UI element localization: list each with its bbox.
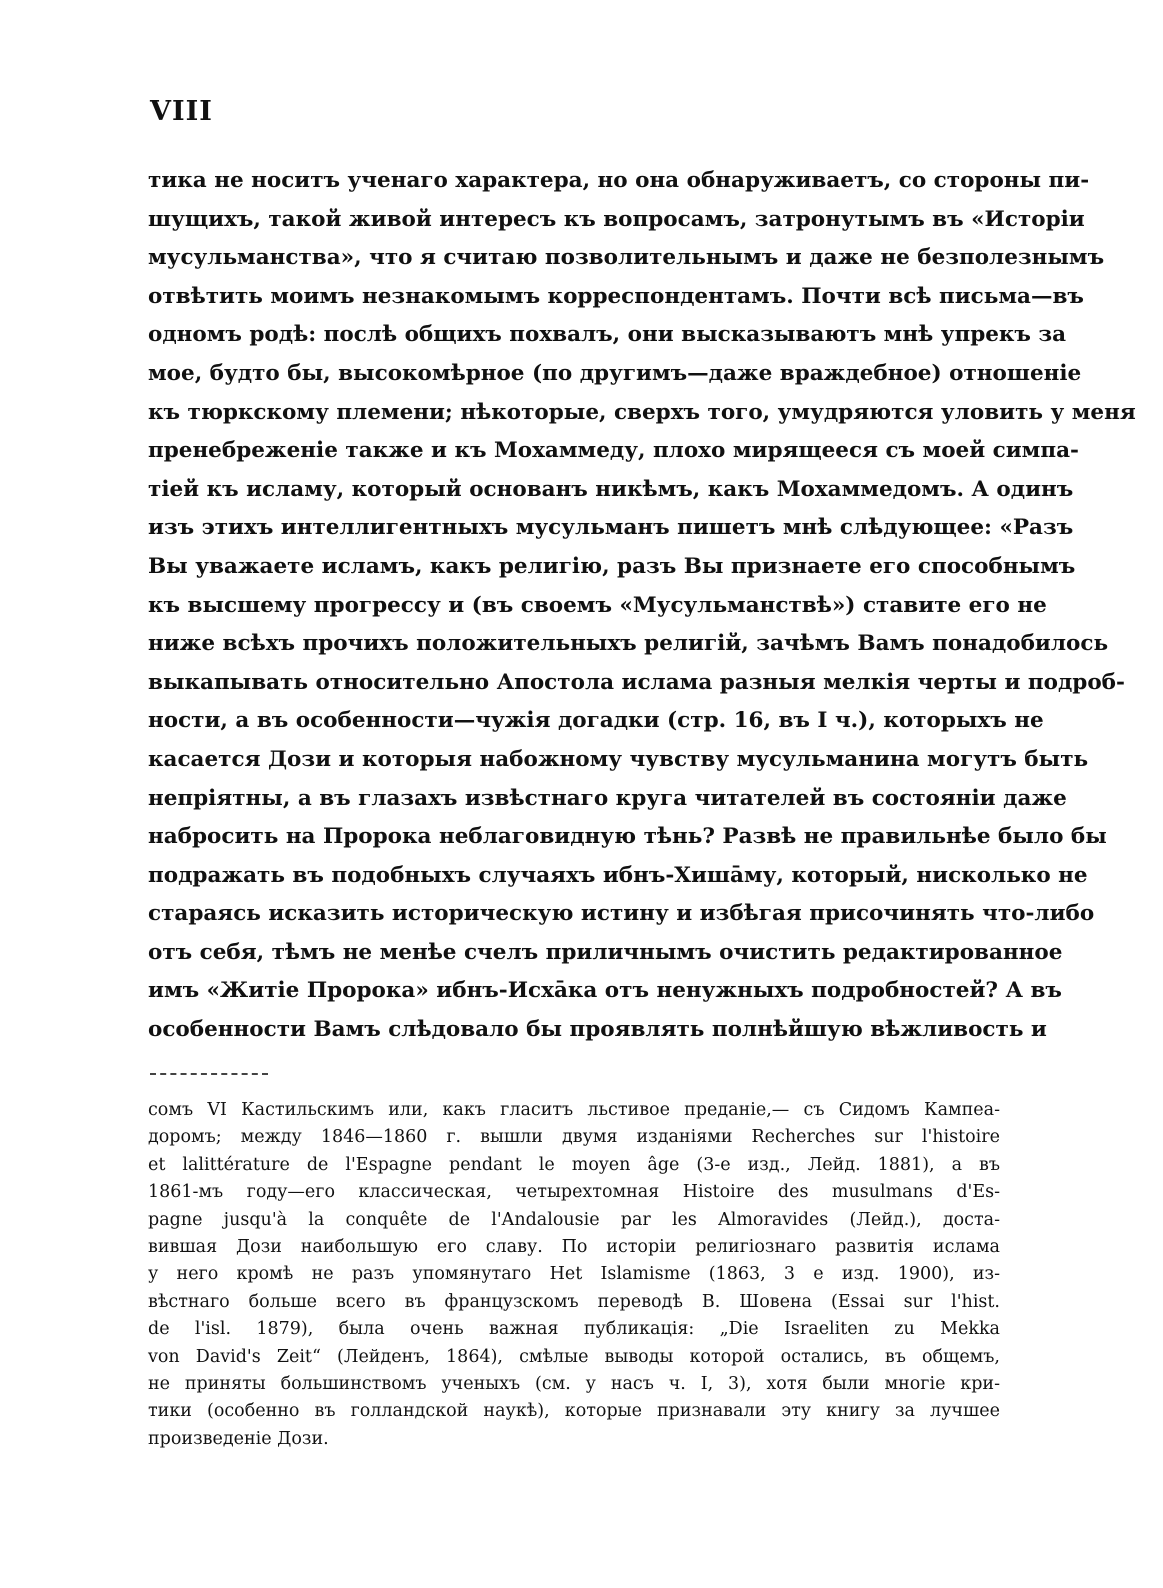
footnote-line: de l'isl. 1879), была очень важная публикація: „Die Israeliten zu Mekka: [148, 1319, 1000, 1340]
main-text-line: къ высшему прогрессу и (въ своемъ «Мусульманствѣ») ставите его не: [148, 592, 1047, 618]
main-text-line: выкапывать относительно Апостола ислама разныя мелкія черты и подроб-: [148, 669, 1125, 695]
footnote-line: 1861-мъ году—его классическая, четырехтомная Histoire des musulmans d'Es-: [148, 1182, 1000, 1203]
main-text-line: отъ себя, тѣмъ не менѣе счелъ приличнымъ очистить редактированное: [148, 939, 1063, 965]
main-text-line: пренебреженіе также и къ Мохаммеду, плохо мирящееся съ моей симпа-: [148, 438, 1079, 464]
main-text-line: ности, а въ особенности—чужія догадки (стр. 16, въ I ч.), которыхъ не: [148, 708, 1044, 734]
main-text-line: тика не носитъ ученаго характера, но она обнаруживаетъ, со стороны пи-: [148, 168, 1090, 193]
footnote-line: von David's Zeit“ (Лейденъ, 1864), смѣлые выводы которой остались, въ общемъ,: [148, 1346, 1000, 1367]
main-text-line: имъ «Житіе Пророка» ибнъ-Исхāка отъ ненужныхъ подробностей? А въ: [148, 978, 1062, 1004]
main-text-line: Вы уважаете исламъ, какъ религію, разъ Вы признаете его способнымъ: [148, 553, 1076, 579]
main-text-line: стараясь исказить историческую истину и избѣгая присочинять что-либо: [148, 901, 1095, 927]
footnote-line: вившая Дози наибольшую его славу. По исторіи религіознаго развитія ислама: [148, 1236, 1000, 1257]
main-text-line: тіей къ исламу, который основанъ никѣмъ, какъ Мохаммедомъ. А одинъ: [148, 476, 1074, 502]
main-text-line: ниже всѣхъ прочихъ положительныхъ религій, зачѣмъ Вамъ понадобилось: [148, 631, 1109, 657]
main-text-line: мое, будто бы, высокомѣрное (по другимъ—даже враждебное) отношеніе: [148, 360, 1082, 386]
footnote-line: не приняты большинствомъ ученыхъ (см. у насъ ч. I, 3), хотя были многіе кри-: [148, 1373, 1000, 1394]
footnote-line: произведеніе Дози.: [148, 1428, 329, 1449]
main-text-line: особенности Вамъ слѣдовало бы проявлять полнѣйшую вѣжливость и: [148, 1017, 1047, 1043]
footnote-line: у него кромѣ не разъ упомянутаго Het Islamisme (1863, 3 е изд. 1900), из-: [148, 1264, 1000, 1285]
footnote-line: сомъ VI Кастильскимъ или, какъ гласитъ льстивое преданіе,— съ Сидомъ Кампеа-: [148, 1100, 1000, 1120]
footnote-separator: [150, 1073, 268, 1075]
main-text-line: подражать въ подобныхъ случаяхъ ибнъ-Хишāму, который, нисколько не: [148, 862, 1088, 888]
footnote-line: доромъ; между 1846—1860 г. вышли двумя изданіями Recherches sur l'histoire: [148, 1127, 1000, 1148]
footnote-line: pagne jusqu'à la conquête de l'Andalousie par les Almoravides (Лейд.), доста-: [148, 1209, 1000, 1230]
page-number: VIII: [150, 96, 213, 127]
footnote-line: et lalittérature de l'Espagne pendant le moyen âge (3-е изд., Лейд. 1881), а въ: [148, 1154, 1000, 1175]
main-text-line: отвѣтить моимъ незнакомымъ корреспондентамъ. Почти всѣ письма—въ: [148, 283, 1084, 309]
main-text-line: непріятны, а въ глазахъ извѣстнаго круга читателей въ состояніи даже: [148, 785, 1067, 811]
main-text-line: изъ этихъ интеллигентныхъ мусульманъ пишетъ мнѣ слѣдующее: «Разъ: [148, 515, 1074, 541]
footnote-line: тики (особенно въ голландской наукѣ), которые признавали эту книгу за лучшее: [148, 1401, 1000, 1422]
main-text-line: касается Дози и которыя набожному чувству мусульманина могутъ быть: [148, 746, 1089, 772]
main-text-line: къ тюркскому племени; нѣкоторые, сверхъ того, умудряются уловить у меня: [148, 399, 1136, 425]
main-text-line: мусульманства», что я считаю позволительнымъ и даже не безполезнымъ: [148, 245, 1105, 271]
footnote-line: вѣстнаго больше всего въ французскомъ переводѣ В. Шовена (Essai sur l'hist.: [148, 1291, 1000, 1312]
main-text-line: одномъ родѣ: послѣ общихъ похвалъ, они высказываютъ мнѣ упрекъ за: [148, 322, 1067, 348]
footnote-block: [148, 1097, 1000, 1453]
main-text-block: [148, 162, 1136, 1050]
main-text-line: набросить на Пророка неблаговидную тѣнь? Развѣ не правильнѣе было бы: [148, 824, 1107, 850]
main-text-line: шущихъ, такой живой интересъ къ вопросамъ, затронутымъ въ «Исторіи: [148, 206, 1085, 232]
